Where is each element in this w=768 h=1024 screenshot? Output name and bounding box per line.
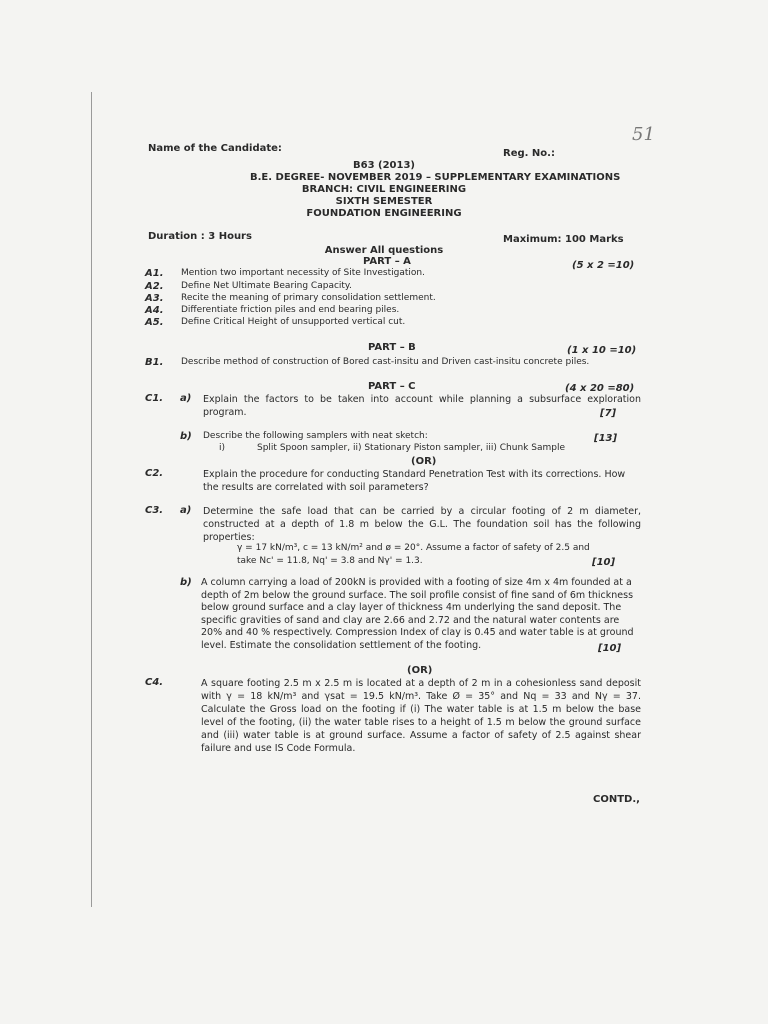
subquestion-marks: [7] — [600, 408, 617, 419]
part-c-title: PART – C — [368, 381, 416, 392]
question-number: C2. — [145, 468, 164, 479]
question-number: C3. — [145, 505, 164, 516]
part-b-marks: (1 x 10 =10) — [567, 345, 637, 356]
question-number: C4. — [145, 677, 164, 688]
question-text: Describe the following samplers with neat sketch: — [203, 431, 428, 441]
part-c-marks: (4 x 20 =80) — [565, 383, 635, 394]
reg-no-label: Reg. No.: — [503, 148, 555, 159]
question-number: A4. — [145, 305, 164, 316]
question-text: Differentiate friction piles and end bearing piles. — [181, 305, 400, 315]
question-text: A column carrying a load of 200kN is provided with a footing of size 4m x 4m founded at a depth of 2m below the ground surface. The soil profile consist of fine sand of 6m thickness below ground surface and a clay layer of thickness 4m underlying the sand deposit. The specific gravities of sand and clay are 2.66 and 2.72 and the natural water contents are 20% and 40 % respectively. Compression Index of clay is 0.45 and water table is at ground level. Estimate the consolidation settlement of the footing. — [201, 577, 634, 651]
question-number: C1. — [145, 393, 164, 404]
question-text: A square footing 2.5 m x 2.5 m is located at a depth of 2 m in a cohesionless sand deposit with γ = 18 kN/m³ and γsat = 19.5 kN/m³. Take Ø = 35° and Nq = 33 and Nγ = 37. Calculate the Gross load on the footing if (i) The water table is at 1.5 m below the base level of the footing, (ii) the water table rises to a height of 1.5 m below the ground surface and (iii) water table is at ground surface. Assume a factor of safety of 2.5 against shear failure and use IS Code Formula. — [201, 678, 641, 754]
candidate-name-label: Name of the Candidate: — [148, 143, 282, 154]
subquestion-marks: [10] — [598, 643, 622, 654]
question-number: A2. — [145, 281, 164, 292]
subquestion-label: b) — [180, 431, 192, 442]
question-text: Define Net Ultimate Bearing Capacity. — [181, 281, 352, 291]
subject-line: FOUNDATION ENGINEERING — [306, 208, 462, 219]
or-separator: (OR) — [411, 456, 437, 467]
continued-marker: CONTD., — [593, 794, 640, 805]
subquestion-label: a) — [180, 505, 192, 516]
handwritten-page-mark: 51 — [632, 124, 655, 145]
subquestion-marks: [13] — [594, 433, 618, 444]
question-text: Define Critical Height of unsupported vertical cut. — [181, 317, 406, 327]
question-number: A3. — [145, 293, 164, 304]
degree-line: B.E. DEGREE- NOVEMBER 2019 – SUPPLEMENTARY EXAMINATIONS — [250, 172, 621, 183]
subquestion-label: a) — [180, 393, 192, 404]
question-text: Recite the meaning of primary consolidation settlement. — [181, 293, 436, 303]
or-separator: (OR) — [407, 665, 433, 676]
question-text: Explain the procedure for conducting Standard Penetration Test with its corrections. How the results are correlated with soil parameters? — [203, 469, 626, 493]
question-number: A1. — [145, 268, 164, 279]
exam-code: B63 (2013) — [353, 160, 415, 171]
list-number: i) — [219, 443, 226, 453]
part-a-marks: (5 x 2 =10) — [572, 260, 635, 271]
question-text: Mention two important necessity of Site Investigation. — [181, 268, 425, 278]
part-b-title: PART – B — [368, 342, 416, 353]
question-text: Split Spoon sampler, ii) Stationary Piston sampler, iii) Chunk Sample — [257, 443, 565, 453]
part-a-title: PART – A — [363, 256, 411, 267]
question-text: Explain the factors to be taken into account while planning a subsurface exploration program. — [203, 394, 641, 418]
question-text: Determine the safe load that can be carried by a circular footing of 2 m diameter, constructed at a depth of 1.8 m below the G.L. The foundation soil has the following properties: — [203, 506, 641, 543]
subquestion-marks: [10] — [592, 557, 616, 568]
question-text: Describe method of construction of Bored cast-insitu and Driven cast-insitu concrete piles. — [181, 357, 590, 367]
formula-line: take Nc' = 11.8, Nq' = 3.8 and Nγ' = 1.3. — [237, 556, 423, 566]
instruction-text: Answer All questions — [324, 245, 444, 256]
question-number: B1. — [145, 357, 164, 368]
formula-line: γ = 17 kN/m³, c = 13 kN/m² and ø = 20°. Assume a factor of safety of 2.5 and — [237, 543, 590, 553]
subquestion-label: b) — [180, 577, 192, 588]
max-marks-text: Maximum: 100 Marks — [503, 234, 624, 245]
duration-text: Duration : 3 Hours — [148, 231, 252, 242]
semester-line: SIXTH SEMESTER — [335, 196, 433, 207]
branch-line: BRANCH: CIVIL ENGINEERING — [301, 184, 467, 195]
question-number: A5. — [145, 317, 164, 328]
